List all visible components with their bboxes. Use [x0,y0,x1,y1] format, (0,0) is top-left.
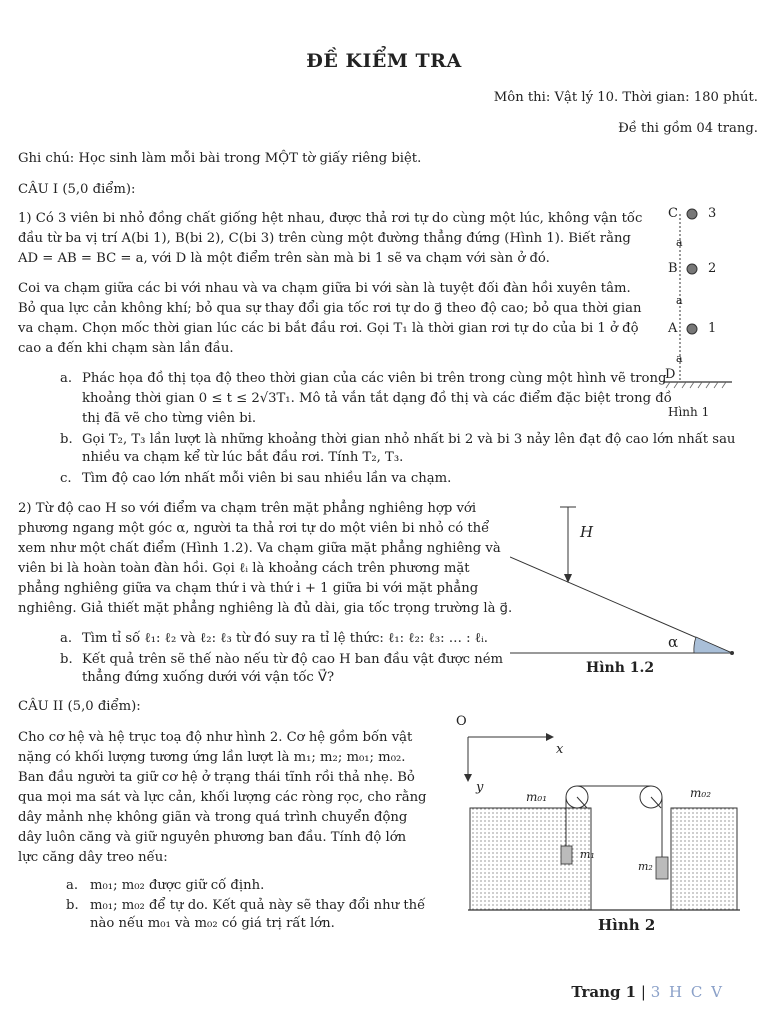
text-line: phương ngang một góc α, người ta thả rơi tự do một viên bi nhỏ có thể [18,521,490,536]
page-number: Trang 1 [571,983,637,1001]
text-line: 1) Có 3 viên bi nhỏ đồng chất giống hệt nhau, được thả rơi tự do cùng một lúc, không vận tốc [18,211,643,226]
text-line: Bỏ qua lực cản không khí; bỏ qua sự thay đổi gia tốc rơi tự do g⃗ theo độ cao; bỏ qua thời gian [18,301,642,316]
note: Ghi chú: Học sinh làm mỗi bài trong MỘT tờ giấy riêng biệt. [18,151,422,166]
section2-heading: CÂU II (5,0 điểm): [18,699,141,714]
figure-1-2-drawing [510,495,760,685]
text-line: lực căng dây treo nếu: [18,850,168,865]
figure-1-caption: Hình 1 [668,405,710,419]
item-label: c. [60,471,72,486]
label-m01: m₀₁ [526,790,547,804]
page-title: ĐỀ KIỂM TRA [306,50,462,72]
item-text: Phác họa đồ thị tọa độ theo thời gian của các viên bi trên trong cùng một hình vẽ trong [82,371,667,386]
label-m02: m₀₂ [690,786,711,800]
section1-heading: CÂU I (5,0 điểm): [18,182,136,197]
label-y: y [476,780,484,795]
item-text: Kết quả trên sẽ thế nào nếu từ độ cao H ban đầu vật được ném [82,652,504,667]
text-line: Coi va chạm giữa các bi với nhau và va chạm giữa bi với sàn là tuyệt đối đàn hồi xuyên tâm. [18,281,631,296]
item-label: b. [66,898,79,913]
label-alpha: α [668,633,679,651]
text-line: nghiêng. Giả thiết mặt phẳng nghiêng là đủ dài, gia tốc trọng trường là g⃗. [18,601,513,616]
text-line: Ban đầu người ta giữ cơ hệ ở trạng thái tĩnh rồi thả nhẹ. Bỏ [18,770,415,785]
text-line: viên bi là hoàn toàn đàn hồi. Gọi ℓᵢ là khoảng cách trên phương mặt [18,561,470,576]
footer-separator: | [640,983,646,1001]
label-O: O [456,714,467,729]
text-line: cao a đến khi chạm sàn lần đầu. [18,341,234,356]
text-line: xem như một chất điểm (Hình 1.2). Va chạm giữa mặt phẳng nghiêng và [18,541,501,556]
item-text: nào nếu m₀₁ và m₀₂ có giá trị rất lớn. [90,916,335,931]
label-D: D [665,367,676,382]
pages-info: Đề thi gồm 04 trang. [618,121,758,136]
item-text: m₀₁; m₀₂ được giữ cố định. [90,878,265,893]
label-H: H [580,523,594,541]
figure-1-2-caption: Hình 1.2 [586,660,655,676]
label-3: 3 [708,206,717,221]
label-A: A [668,321,678,336]
figure-2-caption: Hình 2 [598,916,656,934]
item-label: b. [60,652,73,667]
label-a: a [676,352,683,365]
item-text: Tìm tỉ số ℓ₁: ℓ₂ và ℓ₂: ℓ₃ từ đó suy ra tỉ lệ thức: ℓ₁: ℓ₂: ℓ₃: … : ℓᵢ. [82,631,488,646]
item-text: Gọi T₂, T₃ lần lượt là những khoảng thời gian nhỏ nhất bi 2 và bi 3 nảy lên đạt độ cao lớn nhất sau [82,432,736,447]
text-line: Cho cơ hệ và hệ trục toạ độ như hình 2. Cơ hệ gồm bốn vật [18,730,413,745]
label-C: C [668,206,678,221]
page-footer [571,983,724,1001]
text-line: AD = AB = BC = a, với D là một điểm trên sàn mà bi 1 sẽ va chạm với sàn ở đó. [18,251,550,266]
figure-1-2 [510,495,760,685]
item-label: a. [66,878,79,893]
figure-2 [452,712,752,952]
label-1: 1 [708,321,717,336]
item-label: b. [60,432,73,447]
figure-1 [648,200,748,430]
text-line: 2) Từ độ cao H so với điểm va chạm trên mặt phẳng nghiêng hợp với [18,501,477,516]
text-line: đầu từ ba vị trí A(bi 1), B(bi 2), C(bi 3) trên cùng một đường thẳng đứng (Hình 1). Biết rằng [18,231,631,246]
exam-info: Môn thi: Vật lý 10. Thời gian: 180 phút. [493,90,758,105]
text-line: dây mảnh nhẹ không giãn và trong quá trình chuyển động [18,810,408,825]
text-line: qua mọi ma sát và lực cản, khối lượng các ròng rọc, cho rằng [18,790,427,805]
label-B: B [668,261,678,276]
label-2: 2 [708,261,717,276]
label-m2: m₂ [638,860,653,873]
item-text: khoảng thời gian 0 ≤ t ≤ 2√3T₁. Mô tả vắn tắt dạng đồ thị và các điểm đặc biệt trong đồ [82,391,672,406]
text-line: phẳng nghiêng giữa va chạm thứ i và thứ i + 1 giữa bi với mặt phẳng [18,581,479,596]
label-m1: m₁ [580,848,595,861]
item-text: thị đã vẽ cho từng viên bi. [82,411,257,426]
item-text: m₀₁; m₀₂ để tự do. Kết quả này sẽ thay đổi như thế [90,898,426,913]
text-line: va chạm. Chọn mốc thời gian lúc các bi bắt đầu rơi. Gọi T₁ là thời gian rơi tự do của bi 1 ở độ [18,321,639,336]
footer-org: 3 H C V [650,983,724,1001]
text-line: dây luôn căng và giữ nguyên phương ban đầu. Tính độ lớn [18,830,407,845]
item-text: thẳng đứng xuống dưới với vận tốc V⃗? [82,670,335,685]
text-line: nặng có khối lượng tương ứng lần lượt là m₁; m₂; m₀₁; m₀₂. [18,750,406,765]
item-label: a. [60,371,73,386]
item-text: Tìm độ cao lớn nhất mỗi viên bi sau nhiều lần va chạm. [82,471,452,486]
figure-1-drawing [648,200,748,430]
label-a: a [676,294,683,307]
item-label: a. [60,631,73,646]
label-a: a [676,236,683,249]
label-x: x [556,742,564,757]
item-text: nhiều va chạm kể từ lúc bắt đầu rơi. Tính T₂, T₃. [82,450,404,465]
